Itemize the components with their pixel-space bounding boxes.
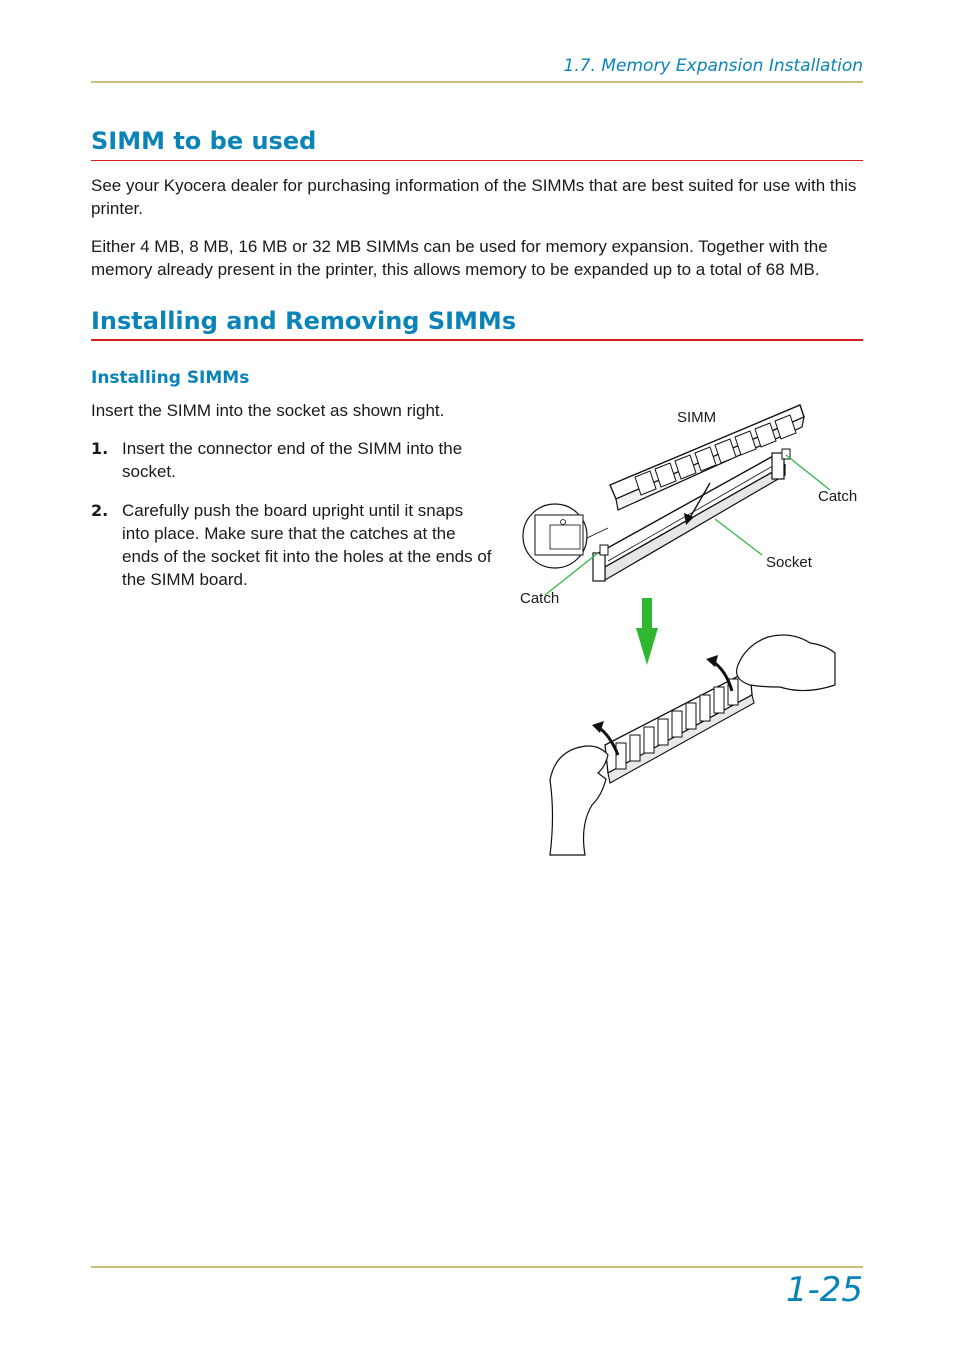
step-number: 2. [91,501,109,520]
section-heading-installing-removing: Installing and Removing SIMMs [91,307,517,335]
page-number: 1-25 [785,1270,863,1310]
down-arrow-icon [636,598,658,665]
paragraph-simm-sizes: Either 4 MB, 8 MB, 16 MB or 32 MB SIMMs can be used for memory expansion. Together with the memory already present in the printer, this allows memory to be expanded up to a total of 68 MB. [91,237,828,279]
step-number: 1. [91,439,109,458]
step-text: Insert the connector end of the SIMM into the socket. [122,439,463,481]
section-heading-rule [91,160,863,161]
footer-rule [91,1266,863,1268]
paragraph-dealer-info: See your Kyocera dealer for purchasing information of the SIMMs that are best suited for use with this printer. [91,176,857,218]
running-header-title: 1.7. Memory Expansion Installation [563,56,863,76]
simm-installation-figure [510,395,850,860]
figure-label-simm: SIMM [677,409,717,426]
figure-label-catch-left: Catch [520,590,560,607]
subheading-installing-simms: Installing SIMMs [91,368,250,388]
hand-icon [550,635,835,855]
figure-label-socket: Socket [766,554,812,571]
step-text: Carefully push the board upright until it snaps into place. Make sure that the catches at the ends of the socket fit into the holes at the ends of the SIMM board. [122,501,492,589]
header-rule [91,81,863,83]
paragraph-intro: Insert the SIMM into the socket as shown right. [91,401,445,420]
section-heading-rule [91,339,863,341]
section-heading-simm-to-be-used: SIMM to be used [91,127,317,155]
figure-label-catch-right: Catch [818,488,858,505]
